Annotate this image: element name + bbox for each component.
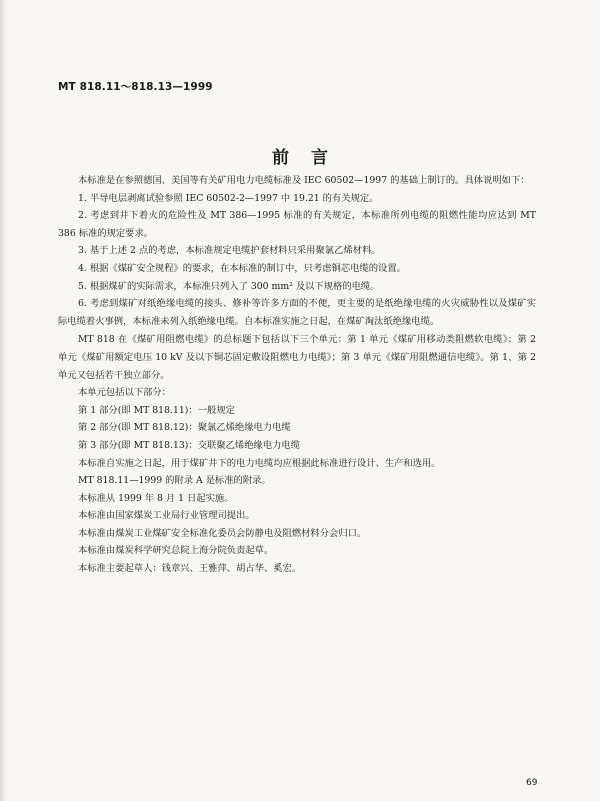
paragraph-unit-parts-intro: 本单元包括以下部分： (78, 387, 171, 399)
paragraph-appendix: MT 818.11—1999 的附录 A 是标准的附录。 (78, 475, 271, 487)
page-edge-shadow (0, 0, 6, 801)
paragraph-drafters: 本标准主要起草人：钱章兴、王雅萍、胡占华、奚宏。 (78, 563, 302, 575)
paragraph-proposed-by: 本标准由国家煤炭工业局行业管理司提出。 (78, 510, 255, 522)
paragraph-item-3: 3. 基于上述 2 点的考虑，本标准规定电缆护套材料只采用聚氯乙烯材料。 (78, 245, 381, 257)
paragraph-item-1: 1. 半导电层剥离试验参照 IEC 60502-2—1997 中 19.21 的有关规定。 (78, 192, 379, 204)
paragraph-item-5: 5. 根据煤矿的实际需求，本标准只列入了 300 mm² 及以下规格的电缆。 (78, 280, 380, 292)
paragraph-applicability: 本标准自实施之日起，用于煤矿井下的电力电缆均应根据此标准进行设计、生产和选用。 (78, 457, 441, 469)
paragraph-effective-date: 本标准从 1999 年 8 月 1 日起实施。 (78, 492, 234, 504)
paragraph-part-3: 第 3 部分(即 MT 818.13)：交联聚乙烯绝缘电力电缆 (78, 439, 300, 451)
document-code-header: MT 818.11～818.13—1999 (58, 81, 213, 93)
page-number: 69 (526, 778, 538, 788)
document-body (58, 172, 536, 578)
paragraph-part-2: 第 2 部分(即 MT 818.12)：聚氯乙烯绝缘电力电缆 (78, 422, 291, 434)
paragraph-intro: 本标准是在参照德国、美国等有关矿用电力电缆标准及 IEC 60502—1997 的基础上制订的。具体说明如下： (78, 175, 530, 186)
page-title: 前言 (272, 148, 350, 168)
paragraph-part-1: 第 1 部分(即 MT 818.11)：一般规定 (78, 404, 235, 416)
paragraph-item-6: 6. 考虑到煤矿对纸绝缘电缆的接头、修补等许多方面的不便，更主要的是纸绝缘电缆的火灾威胁性以及煤矿实际电缆着火事例，本标准未列入纸绝缘电缆。自本标准实施之日起，在煤矿淘汰纸绝缘电缆。 (58, 298, 536, 327)
paragraph-item-4: 4. 根据《煤矿安全规程》的要求，在本标准的制订中，只考虑铜芯电缆的设置。 (78, 262, 406, 274)
paragraph-units: MT 818 在《煤矿用阻燃电缆》的总标题下包括以下三个单元：第 1 单元《煤矿用移动类阻燃软电缆》；第 2 单元《煤矿用额定电压 10 kV 及以下铜芯固定敷设阻燃电力电缆》；第 3 单元《煤矿用阻燃通信电缆》。第 1、第 2 单元又包括若干独立部分。 (58, 334, 536, 381)
paragraph-item-2: 2. 考虑到井下着火的危险性及 MT 386—1995 标准的有关规定，本标准所列电缆的阻燃性能均应达到 MT 386 标准的规定要求。 (58, 210, 536, 239)
paragraph-drafted-by: 本标准由煤炭科学研究总院上海分院负责起草。 (78, 545, 274, 557)
paragraph-centralized-by: 本标准由煤炭工业煤矿安全标准化委员会防静电及阻燃材料分会归口。 (78, 527, 367, 539)
